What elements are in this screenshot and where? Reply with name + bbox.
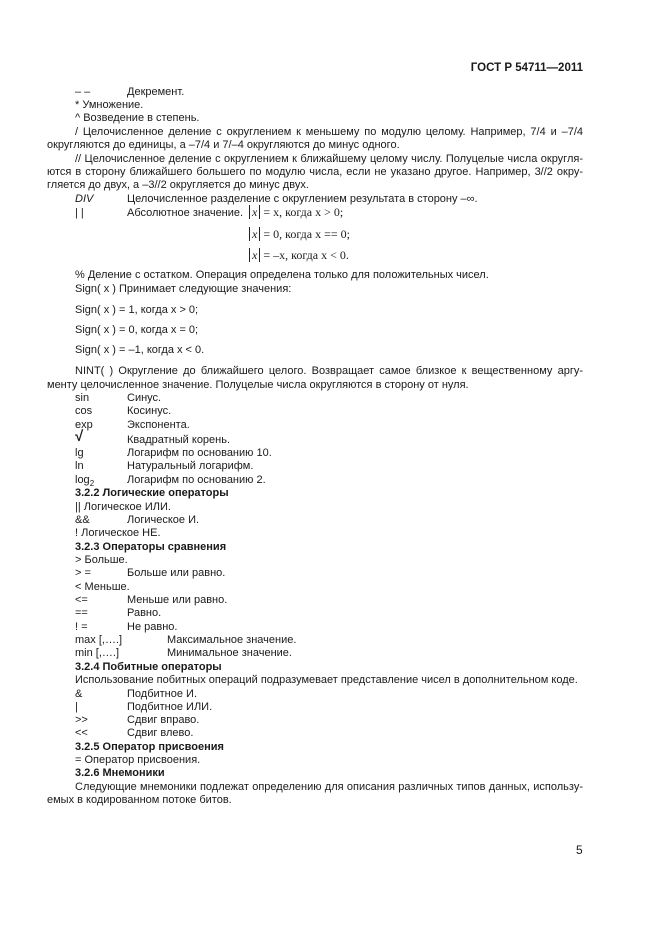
assign-text: = Оператор присвоения. [75, 754, 201, 766]
section-title-mnemonics: 3.2.6 Мнемоники [75, 767, 165, 779]
compare-ne-text: Не равно. [127, 621, 178, 633]
abs-formula [249, 248, 349, 263]
compare-min-symbol: min [,….] [75, 647, 120, 659]
shift-left-symbol: << [75, 727, 88, 739]
section-title-logical: 3.2.2 Логические операторы [75, 487, 229, 499]
bitwise-or-symbol: | [75, 701, 78, 713]
div-symbol: DIV [75, 193, 94, 205]
bitwise-and-text: Подбитное И. [127, 688, 198, 700]
logical-not: ! Логическое НЕ. [75, 527, 161, 539]
logical-or: || Логическое ИЛИ. [75, 501, 171, 513]
section-title-compare: 3.2.3 Операторы сравнения [75, 541, 227, 553]
sign-intro: Sign( x ) Принимает следующие значения: [75, 283, 292, 295]
abs-text: Абсолютное значение. [127, 207, 244, 219]
compare-gt: > Больше. [75, 554, 128, 566]
compare-eq-text: Равно. [127, 607, 162, 619]
compare-lt: < Меньше. [75, 581, 130, 593]
abs-var: x [249, 227, 260, 241]
bitwise-intro: Использование побитных операций подразумевает представление чисел в дополнительном коде. [75, 674, 578, 686]
abs-var: x [249, 205, 260, 219]
compare-le-text: Меньше или равно. [127, 594, 228, 606]
round-div-line: // Целочисленное деление с округлением к ближайшему целому числу. Полуцелые числа округля- [75, 153, 583, 165]
func-exp-text: Экспонента. [127, 419, 190, 431]
shift-left-text: Сдвиг влево. [127, 727, 194, 739]
abs-case: = –x, когда x < 0. [263, 248, 349, 262]
div-text: Целочисленное разделение с округлением результата в сторону –∞. [127, 193, 478, 205]
compare-max-text: Максимальное значение. [167, 634, 297, 646]
mod-line: % Деление с остатком. Операция определена только для положительных чисел. [75, 269, 489, 281]
bitwise-or-text: Подбитное ИЛИ. [127, 701, 213, 713]
abs-formula [249, 205, 343, 220]
nint-line: NINT( ) Округление до ближайшего целого. Возвращает самое близкое к вещественному аргу- [75, 365, 583, 377]
func-sqrt-text: Квадратный корень. [127, 434, 231, 446]
mnemonics-line: емых в кодированном потоке битов. [47, 794, 232, 806]
logical-and-text: Логическое И. [127, 514, 200, 526]
compare-ne-symbol: ! = [75, 621, 88, 633]
shift-right-symbol: >> [75, 714, 88, 726]
func-lg-text: Логарифм по основанию 10. [127, 447, 272, 459]
sign-case: Sign( x ) = 1, когда x > 0; [75, 304, 199, 316]
abs-case: = 0, когда x == 0; [263, 227, 350, 241]
compare-min-text: Минимальное значение. [167, 647, 292, 659]
sign-case: Sign( x ) = 0, когда x = 0; [75, 324, 199, 336]
sign-case: Sign( x ) = –1, когда x < 0. [75, 344, 205, 356]
compare-ge-symbol: > = [75, 567, 91, 579]
log-base: 2 [89, 479, 95, 489]
func-ln-symbol: ln [75, 460, 84, 472]
func-sin-text: Синус. [127, 392, 162, 404]
func-sin-symbol: sin [75, 392, 90, 404]
section-title-bitwise: 3.2.4 Побитные операторы [75, 661, 222, 673]
func-ln-text: Натуральный логарифм. [127, 460, 254, 472]
nint-line: менту целочисленное значение. Полуцелые числа округляются в сторону от нуля. [47, 379, 469, 391]
decrement-symbol: – – [75, 86, 91, 98]
sqrt-icon: √ [75, 428, 84, 445]
func-log2-text: Логарифм по основанию 2. [127, 474, 266, 486]
logical-and-symbol: && [75, 514, 90, 526]
multiply-line: * Умножение. [75, 99, 144, 111]
compare-ge-text: Больше или равно. [127, 567, 226, 579]
func-cos-text: Косинус. [127, 405, 172, 417]
func-lg-symbol: lg [75, 447, 84, 459]
section-title-assign: 3.2.5 Оператор присвоения [75, 741, 224, 753]
document-header: ГОСТ Р 54711—2011 [470, 62, 583, 74]
func-exp-symbol: exp [75, 419, 93, 431]
power-line: ^ Возведение в степень. [75, 112, 200, 124]
page-number: 5 [576, 843, 583, 857]
log-label: log [75, 474, 90, 486]
abs-symbol: | | [75, 207, 84, 219]
bitwise-and-symbol: & [75, 688, 83, 700]
shift-right-text: Сдвиг вправо. [127, 714, 200, 726]
compare-max-symbol: max [,….] [75, 634, 123, 646]
round-div-line: ются в сторону ближайшего большего по модулю числа, если не указано другое. Например, 3//2 окру- [47, 166, 583, 178]
func-cos-symbol: cos [75, 405, 93, 417]
abs-case: = x, когда x > 0; [263, 205, 344, 219]
abs-var: x [249, 248, 260, 262]
round-div-line: гляется до двух, а –3//2 округляется до минус двух. [47, 179, 309, 191]
decrement-text: Декремент. [127, 86, 185, 98]
compare-le-symbol: <= [75, 594, 88, 606]
compare-eq-symbol: == [75, 607, 88, 619]
abs-formula [249, 227, 350, 242]
int-div-line: округляются до единицы, а –7/4 и 7/–4 округляются до минус одного. [47, 139, 400, 151]
mnemonics-line: Следующие мнемоники подлежат определению для описания различных типов данных, использу- [75, 781, 583, 793]
int-div-line: / Целочисленное деление с округлением к меньшему по модулю целому. Например, 7/4 и –7/4 [75, 126, 583, 138]
